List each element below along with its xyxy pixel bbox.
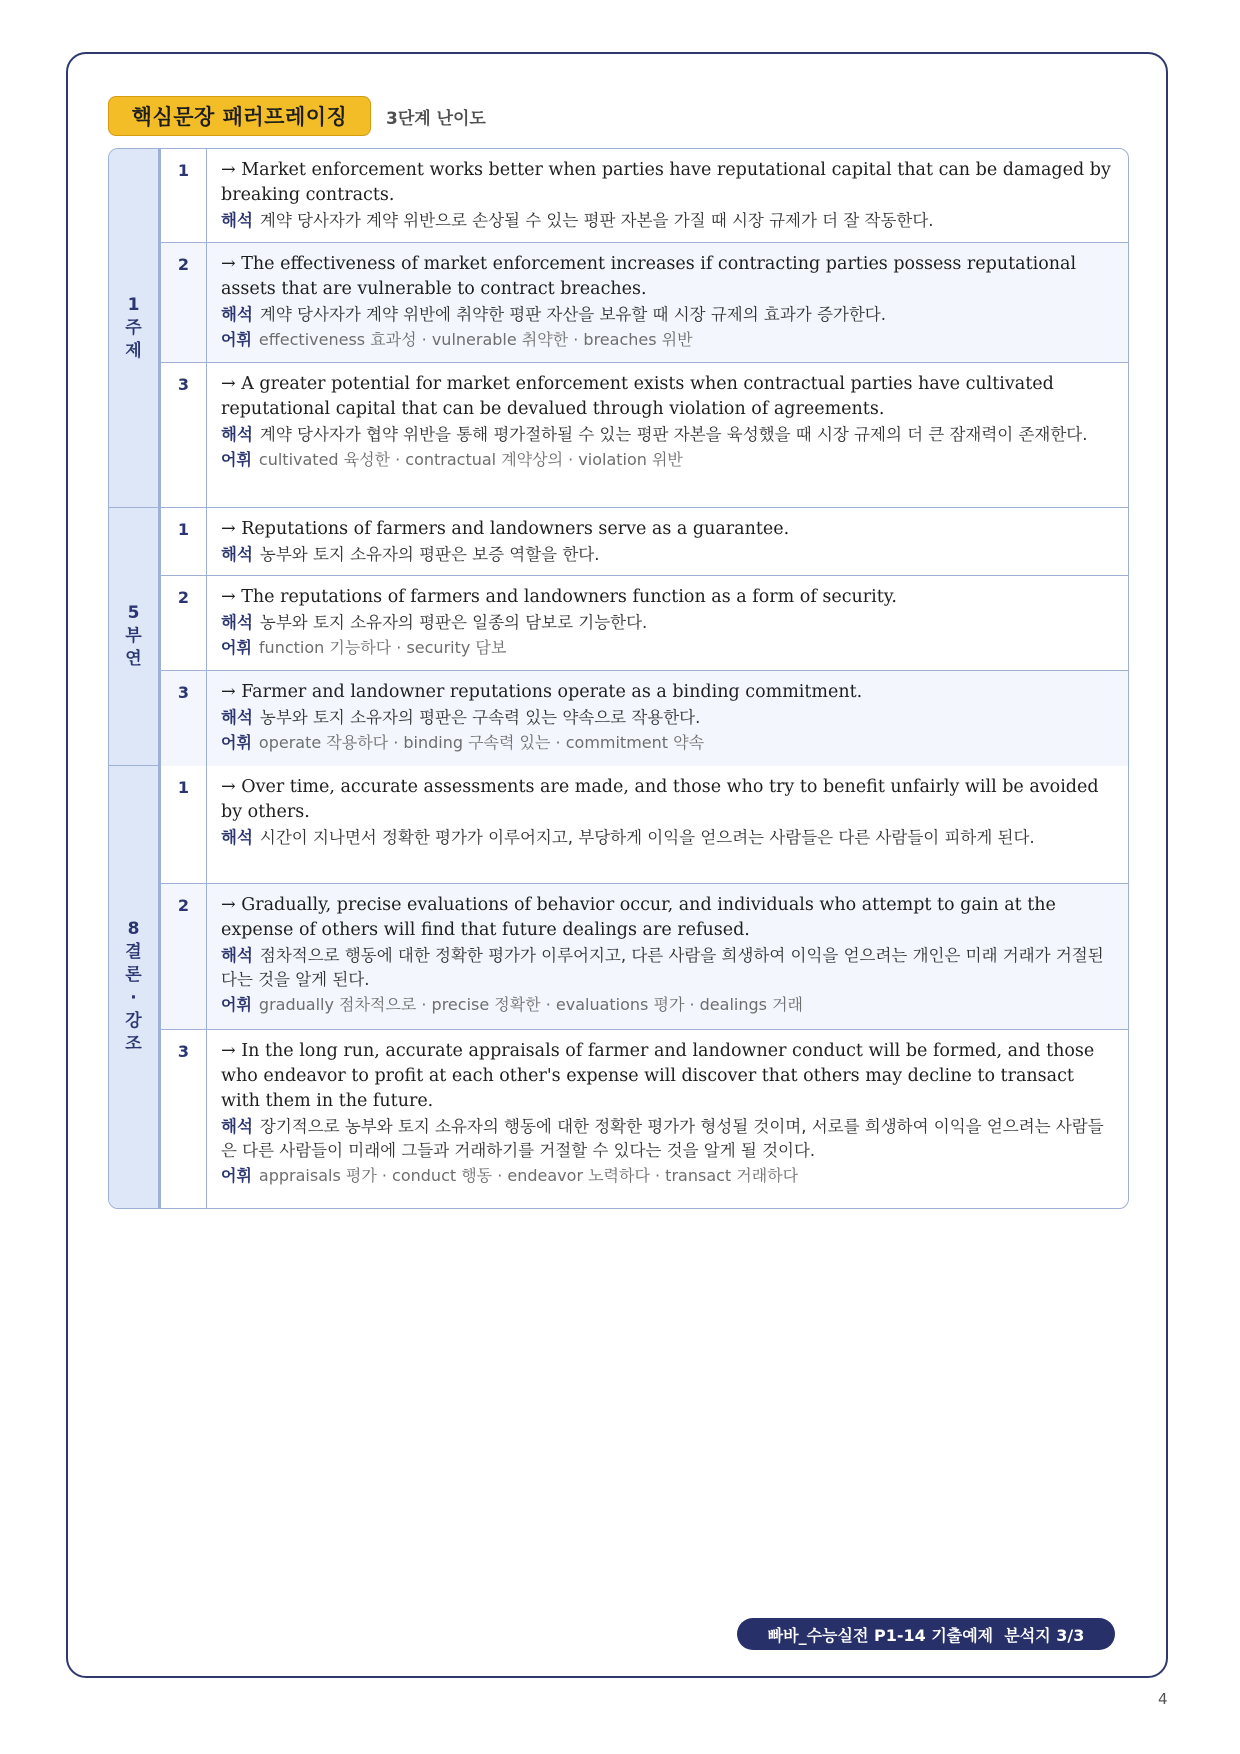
table-row <box>161 884 1128 1030</box>
vocab-line: 어휘 cultivated 육성한 · contractual 계약상의 · violation 위반 <box>221 450 683 469</box>
translation-line: 해석 계약 당사자가 계약 위반으로 손상될 수 있는 평판 자본을 가질 때 시장 규제가 더 잘 작동한다. <box>221 211 934 230</box>
group-conclusion <box>109 766 1128 1208</box>
table-row <box>161 766 1128 884</box>
footer-badge: 빠바_수능실전 P1-14 기출예제 분석지 3/3 <box>737 1618 1115 1650</box>
table-row <box>161 576 1128 671</box>
page-number: 4 <box>1158 1690 1168 1708</box>
row-number: 2 <box>161 243 207 362</box>
english-sentence: → The reputations of farmers and landowners function as a form of security. <box>221 587 897 607</box>
row-number: 1 <box>161 766 207 883</box>
translation-line: 해석 점차적으로 행동에 대한 정확한 평가가 이루어지고, 다른 사람을 희생하여 이익을 얻으려는 개인은 미래 거래가 거절된다는 것을 알게 된다. <box>221 946 1104 989</box>
table-row <box>161 243 1128 363</box>
table-row <box>161 671 1128 766</box>
table-row <box>161 149 1128 243</box>
translation-line: 해석 계약 당사자가 협약 위반을 통해 평가절하될 수 있는 평판 자본을 육성했을 때 시장 규제의 더 큰 잠재력이 존재한다. <box>221 425 1088 444</box>
row-number: 3 <box>161 363 207 508</box>
vocab-line: 어휘 function 기능하다 · security 담보 <box>221 638 507 657</box>
row-number: 2 <box>161 576 207 670</box>
row-number: 1 <box>161 149 207 242</box>
row-number: 3 <box>161 1030 207 1208</box>
paraphrase-table <box>108 148 1129 1209</box>
english-sentence: → Reputations of farmers and landowners serve as a guarantee. <box>221 519 790 539</box>
vocab-line: 어휘 gradually 점차적으로 · precise 정확한 · evaluations 평가 · dealings 거래 <box>221 995 803 1014</box>
translation-line: 해석 농부와 토지 소유자의 평판은 구속력 있는 약속으로 작용한다. <box>221 708 701 727</box>
english-sentence: → Gradually, precise evaluations of behavior occur, and individuals who attempt to gain at the expense of others will find that future dealings are refused. <box>221 895 1056 940</box>
english-sentence: → In the long run, accurate appraisals of farmer and landowner conduct will be formed, and those who endeavor to profit at each other's expense will discover that others may decline to transact with them in the future. <box>221 1041 1095 1111</box>
english-sentence: → A greater potential for market enforcement exists when contractual parties have cultivated reputational capital that can be devalued through violation of agreements. <box>221 374 1054 419</box>
group-elaboration <box>109 508 1128 766</box>
english-sentence: → The effectiveness of market enforcement increases if contracting parties possess reputational assets that are vulnerable to contract breaches. <box>221 254 1077 299</box>
translation-line: 해석 시간이 지나면서 정확한 평가가 이루어지고, 부당하게 이익을 얻으려는 사람들은 다른 사람들이 피하게 된다. <box>221 828 1035 847</box>
translation-line: 해석 농부와 토지 소유자의 평판은 일종의 담보로 기능한다. <box>221 613 648 632</box>
vocab-line: 어휘 effectiveness 효과성 · vulnerable 취약한 · breaches 위반 <box>221 330 693 349</box>
table-row <box>161 508 1128 576</box>
group-label: 1 주제 <box>109 149 161 507</box>
row-number: 2 <box>161 884 207 1029</box>
translation-line: 해석 계약 당사자가 계약 위반에 취약한 평판 자산을 보유할 때 시장 규제의 효과가 증가한다. <box>221 305 886 324</box>
vocab-line: 어휘 operate 작용하다 · binding 구속력 있는 · commitment 약속 <box>221 733 705 752</box>
group-label: 8 결론· 강조 <box>109 766 161 1208</box>
row-number: 1 <box>161 508 207 575</box>
row-number: 3 <box>161 671 207 766</box>
difficulty-level: 3단계 난이도 <box>386 109 486 129</box>
english-sentence: → Market enforcement works better when parties have reputational capital that can be damaged by breaking contracts. <box>221 160 1111 205</box>
vocab-line: 어휘 appraisals 평가 · conduct 행동 · endeavor 노력하다 · transact 거래하다 <box>221 1166 799 1185</box>
table-row <box>161 363 1128 508</box>
section-title: 핵심문장 패러프레이징 <box>108 96 371 136</box>
translation-line: 해석 농부와 토지 소유자의 평판은 보증 역할을 한다. <box>221 545 600 564</box>
group-label: 5 부연 <box>109 508 161 765</box>
english-sentence: → Farmer and landowner reputations operate as a binding commitment. <box>221 682 863 702</box>
table-row <box>161 1030 1128 1208</box>
group-topic <box>109 149 1128 508</box>
translation-line: 해석 장기적으로 농부와 토지 소유자의 행동에 대한 정확한 평가가 형성될 것이며, 서로를 희생하여 이익을 얻으려는 사람들은 다른 사람들이 미래에 그들과 거래하기를 거절할 수 있다는 것을 알게 될 것이다. <box>221 1117 1104 1160</box>
english-sentence: → Over time, accurate assessments are made, and those who try to benefit unfairly will be avoided by others. <box>221 777 1099 822</box>
